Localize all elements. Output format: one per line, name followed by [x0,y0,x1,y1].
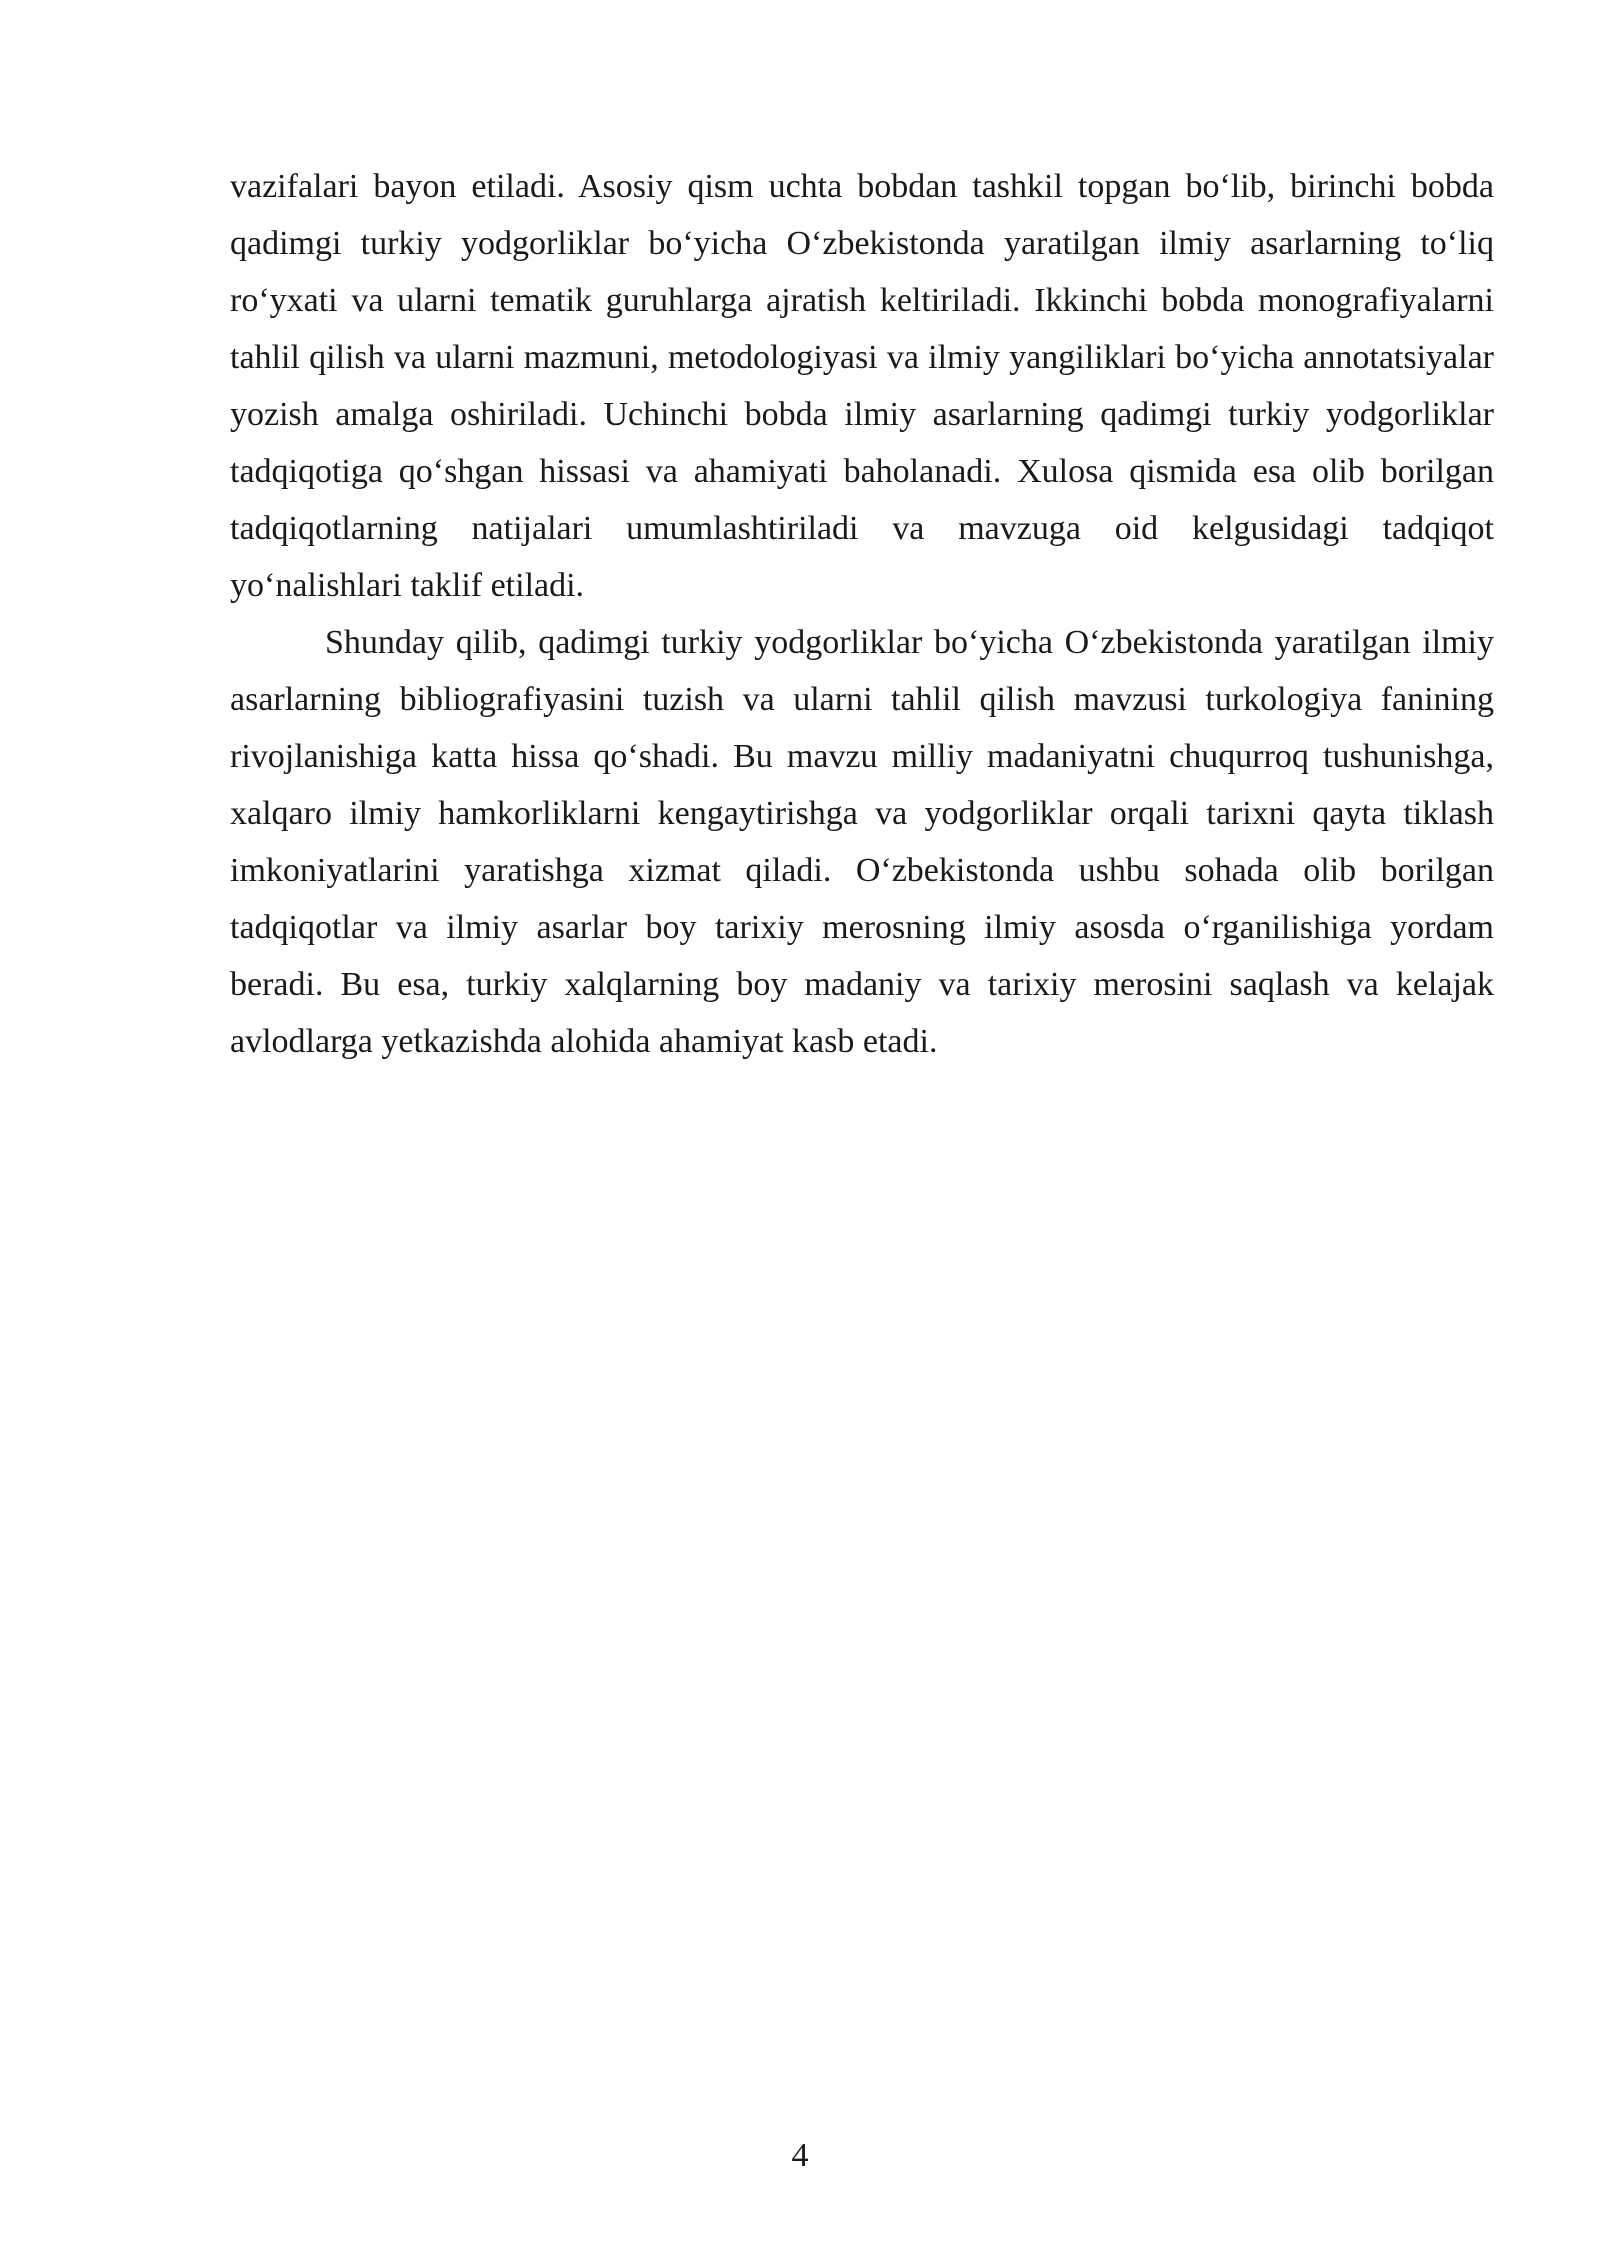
page-number: 4 [791,2137,809,2174]
paragraph-continuation: vazifalari bayon etiladi. Asosiy qism uchta bobdan tashkil topgan bo‘lib, birinchi bobda qadimgi turkiy yodgorliklar bo‘yicha O‘zbekistonda yaratilgan ilmiy asarlarning to‘liq ro‘yxati va ularni tematik guruhlarga ajratish keltiriladi. Ikkinchi bobda monografiyalarni tahlil qilish va ularni mazmuni, metodologiyasi va ilmiy yangiliklari bo‘yicha annotatsiyalar yozish amalga oshiriladi. Uchinchi bobda ilmiy asarlarning qadimgi turkiy yodgorliklar tadqiqotiga qo‘shgan hissasi va ahamiyati baholanadi. Xulosa qismida esa olib borilgan tadqiqotlarning natijalari umumlashtiriladi va mavzuga oid kelgusidagi tadqiqot yo‘nalishlari taklif etiladi. [230,168,1494,604]
body-text [230,158,1494,1070]
paragraph-conclusion: Shunday qilib, qadimgi turkiy yodgorliklar bo‘yicha O‘zbekistonda yaratilgan ilmiy asarlarning bibliografiyasini tuzish va ularni tahlil qilish mavzusi turkologiya fanining rivojlanishiga katta hissa qo‘shadi. Bu mavzu milliy madaniyatni chuqurroq tushunishga, xalqaro ilmiy hamkorliklarni kengaytirishga va yodgorliklar orqali tarixni qayta tiklash imkoniyatlarini yaratishga xizmat qiladi. O‘zbekistonda ushbu sohada olib borilgan tadqiqotlar va ilmiy asarlar boy tarixiy merosning ilmiy asosda o‘rganilishiga yordam beradi. Bu esa, turkiy xalqlarning boy madaniy va tarixiy merosini saqlash va kelajak avlodlarga yetkazishda alohida ahamiyat kasb etadi. [230,624,1494,1060]
